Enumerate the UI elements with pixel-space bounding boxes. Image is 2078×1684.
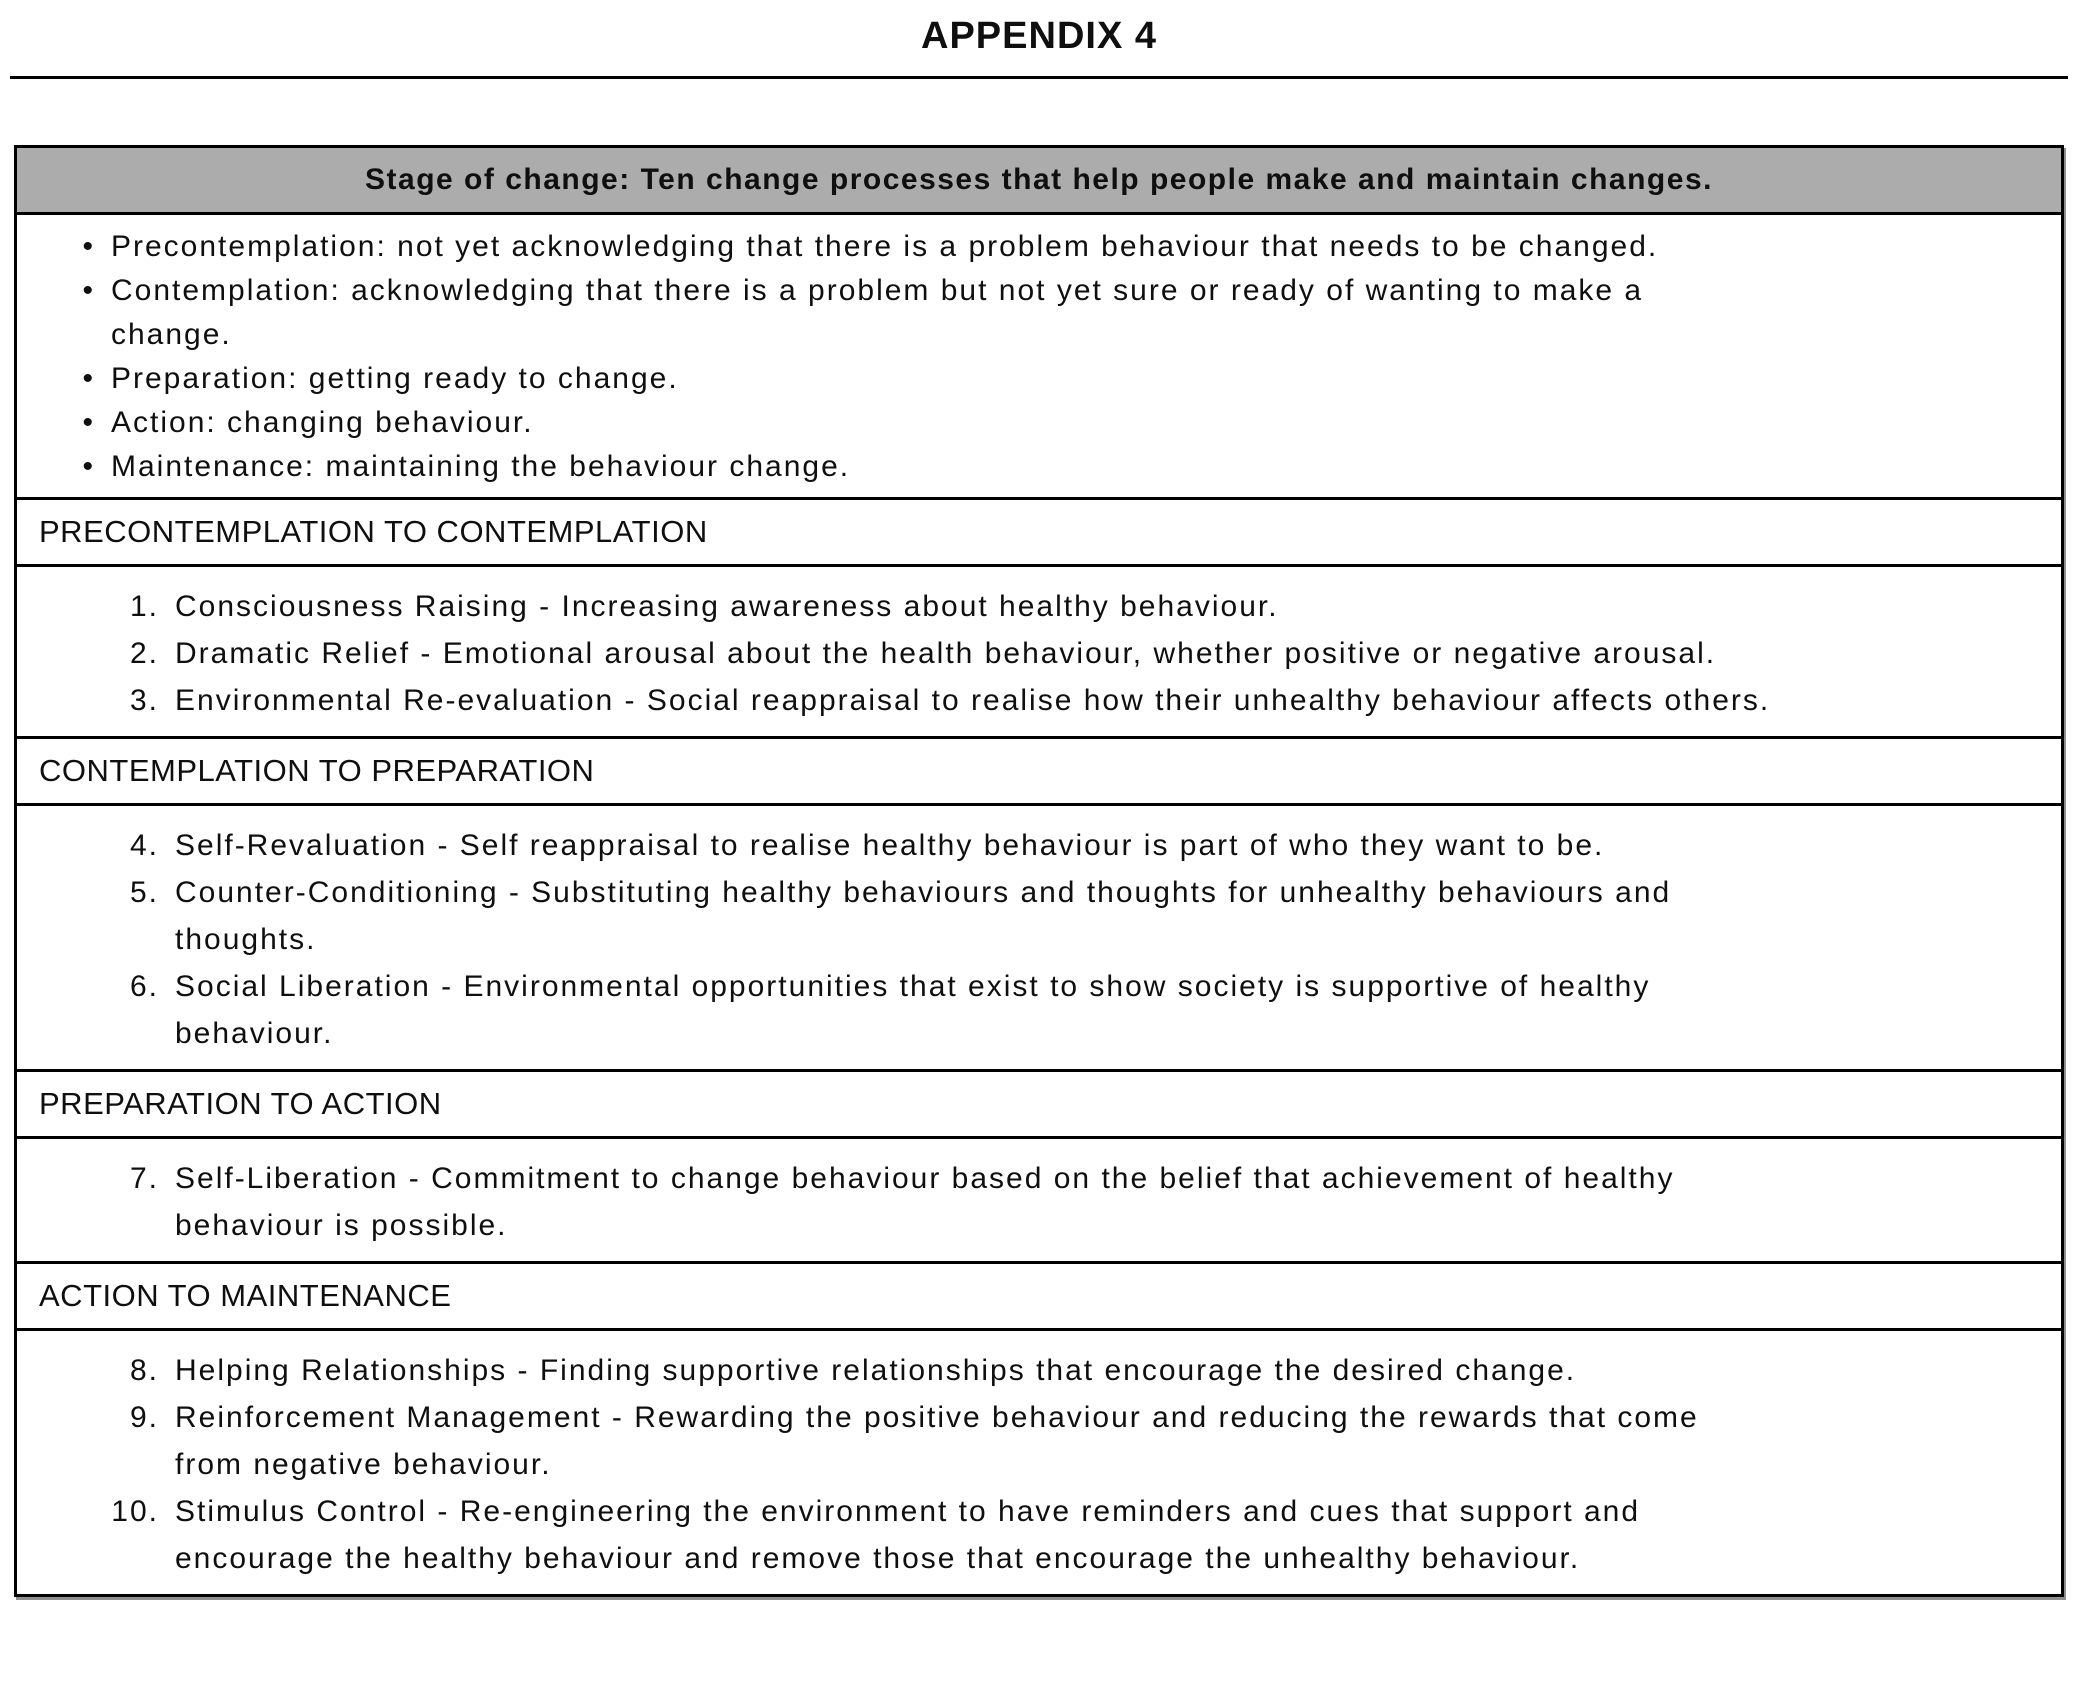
bullet-marker: •: [82, 274, 95, 307]
list-item: [17, 1347, 2041, 1394]
list-item-text: Consciousness Raising - Increasing awareness about healthy behaviour.: [175, 590, 1279, 623]
list-item-text: Contemplation: acknowledging that there is a problem but not yet sure or ready of wanting to make a change.: [111, 274, 1644, 351]
bullet-marker: •: [82, 230, 95, 263]
list-item: [17, 583, 2041, 630]
section-heading-contemplation-to-preparation: CONTEMPLATION TO PREPARATION: [17, 736, 2061, 803]
list-item-text: Self-Revaluation - Self reappraisal to realise healthy behaviour is part of who they want to be.: [175, 829, 1605, 862]
list-item-text: Reinforcement Management - Rewarding the positive behaviour and reducing the rewards that come from negative behaviour.: [175, 1401, 1699, 1481]
item-number: 6.: [129, 970, 159, 1003]
stages-of-change-table: [14, 145, 2064, 1597]
section-heading-preparation-to-action: PREPARATION TO ACTION: [17, 1069, 2061, 1136]
list-item: [17, 1155, 2041, 1249]
list-item: [17, 269, 2041, 357]
item-number: 3.: [129, 684, 159, 717]
list-item: [17, 1394, 2041, 1488]
stages-overview-cell: [17, 212, 2061, 497]
table-header: [17, 148, 2061, 212]
document-page: [0, 14, 2078, 1597]
list-item: [17, 963, 2041, 1057]
bullet-marker: •: [82, 406, 95, 439]
list-item: [17, 630, 2041, 677]
list-item: [17, 357, 2041, 401]
list-item-text: Dramatic Relief - Emotional arousal about the health behaviour, whether positive or negative arousal.: [175, 637, 1717, 670]
item-number: 5.: [129, 876, 159, 909]
section-items-cell: [17, 803, 2061, 1069]
list-item: [17, 445, 2041, 489]
list-item-text: Counter-Conditioning - Substituting healthy behaviours and thoughts for unhealthy behaviours and thoughts.: [175, 876, 1672, 956]
item-number: 9.: [129, 1401, 159, 1434]
list-item-text: Stimulus Control - Re-engineering the environment to have reminders and cues that support and encourage the healthy behaviour and remove those that encourage the unhealthy behaviour.: [175, 1495, 1641, 1575]
list-item-text: Action: changing behaviour.: [111, 406, 534, 439]
list-item: [17, 225, 2041, 269]
list-item: [17, 677, 2041, 724]
list-item-text: Self-Liberation - Commitment to change behaviour based on the belief that achievement of healthy behaviour is possible.: [175, 1162, 1675, 1242]
item-number: 1.: [129, 590, 159, 623]
bullet-marker: •: [82, 362, 95, 395]
list-item-text: Precontemplation: not yet acknowledging that there is a problem behaviour that needs to be changed.: [111, 230, 1659, 263]
section-items-cell: [17, 564, 2061, 736]
list-item: [17, 401, 2041, 445]
item-number: 8.: [129, 1354, 159, 1387]
item-number: 4.: [129, 829, 159, 862]
list-item-text: Maintenance: maintaining the behaviour change.: [111, 450, 851, 483]
list-item: [17, 869, 2041, 963]
list-item-text: Environmental Re-evaluation - Social reappraisal to realise how their unhealthy behaviour affects others.: [175, 684, 1771, 717]
item-number: 10.: [111, 1495, 159, 1528]
page-title: APPENDIX 4: [921, 15, 1157, 57]
section-items-cell: [17, 1328, 2061, 1594]
section-heading-action-to-maintenance: ACTION TO MAINTENANCE: [17, 1261, 2061, 1328]
section-items-cell: [17, 1136, 2061, 1261]
section-heading-precontemplation-to-contemplation: PRECONTEMPLATION TO CONTEMPLATION: [17, 497, 2061, 564]
item-number: 2.: [129, 637, 159, 670]
bullet-marker: •: [82, 450, 95, 483]
list-item-text: Helping Relationships - Finding supportive relationships that encourage the desired change.: [175, 1354, 1577, 1387]
item-number: 7.: [129, 1162, 159, 1195]
list-item-text: Preparation: getting ready to change.: [111, 362, 679, 395]
list-item-text: Social Liberation - Environmental opportunities that exist to show society is supportive of healthy behaviour.: [175, 970, 1651, 1050]
list-item: [17, 822, 2041, 869]
title-divider: [10, 76, 2068, 79]
list-item: [17, 1488, 2041, 1582]
table-header-text: Stage of change: Ten change processes that help people make and maintain changes.: [365, 163, 1713, 196]
